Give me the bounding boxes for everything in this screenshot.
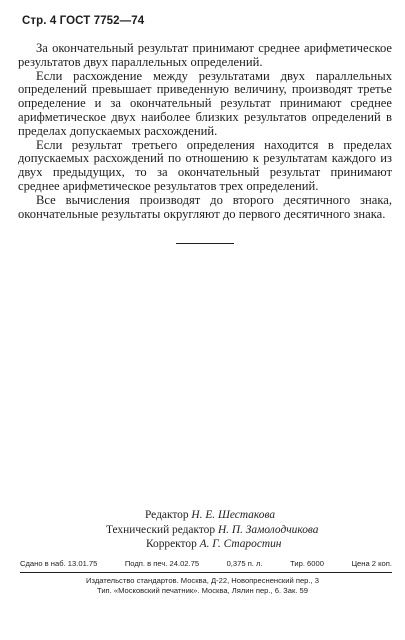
publisher-line: Издательство стандартов. Москва, Д-22, Новопресненский пер., 3 bbox=[86, 576, 319, 585]
paragraph: За окончательный результат принимают среднее арифметическое результатов двух параллельных определений. bbox=[18, 41, 392, 69]
page-header: Стр. 4 ГОСТ 7752—74 bbox=[22, 15, 145, 27]
proofreader-credit bbox=[146, 537, 281, 552]
proofreader-name: А. Г. Старостин bbox=[199, 538, 282, 550]
editor-label: Редактор bbox=[145, 509, 189, 521]
printed-sheets: 0,375 п. л. bbox=[226, 559, 263, 568]
proofreader-label: Корректор bbox=[146, 538, 197, 550]
paragraph: Если результат третьего определения находится в пределах допускаемых расхождений по отношению к результатам каждого из двух предыдущих, то за окончательный результат принимают среднее арифметическое результатов трех определений. bbox=[18, 137, 392, 193]
price: Цена 2 коп. bbox=[351, 559, 392, 568]
tech-editor-name: Н. П. Замолодчикова bbox=[217, 523, 319, 536]
paragraph: Все вычисления производят до второго десятичного знака, окончательные результаты округляют до первого десятичного знака. bbox=[18, 192, 392, 221]
tech-editor-credit bbox=[106, 523, 319, 538]
end-divider bbox=[176, 243, 234, 244]
editor-credit bbox=[145, 508, 275, 523]
imprint-rule bbox=[20, 572, 392, 573]
tech-editor-label: Технический редактор bbox=[106, 523, 216, 536]
imprint-row bbox=[20, 559, 392, 568]
printer-line: Тип. «Московский печатник». Москва, Лялин пер., 6. Зак. 59 bbox=[97, 586, 308, 595]
print-date: Подп. в печ. 24.02.75 bbox=[124, 559, 200, 568]
body-text bbox=[18, 42, 392, 221]
print-run: Тир. 6000 bbox=[290, 559, 324, 568]
paragraph: Если расхождение между результатами двух параллельных определений превышает приведенную величину, производят третье определение и за окончательный результат принимают среднее арифметическое двух наиболее близких результатов определений в пределах допускаемых расхождений. bbox=[18, 68, 392, 138]
editor-name: Н. Е. Шестакова bbox=[191, 509, 276, 521]
typeset-date: Сдано в наб. 13.01.75 bbox=[20, 559, 98, 568]
